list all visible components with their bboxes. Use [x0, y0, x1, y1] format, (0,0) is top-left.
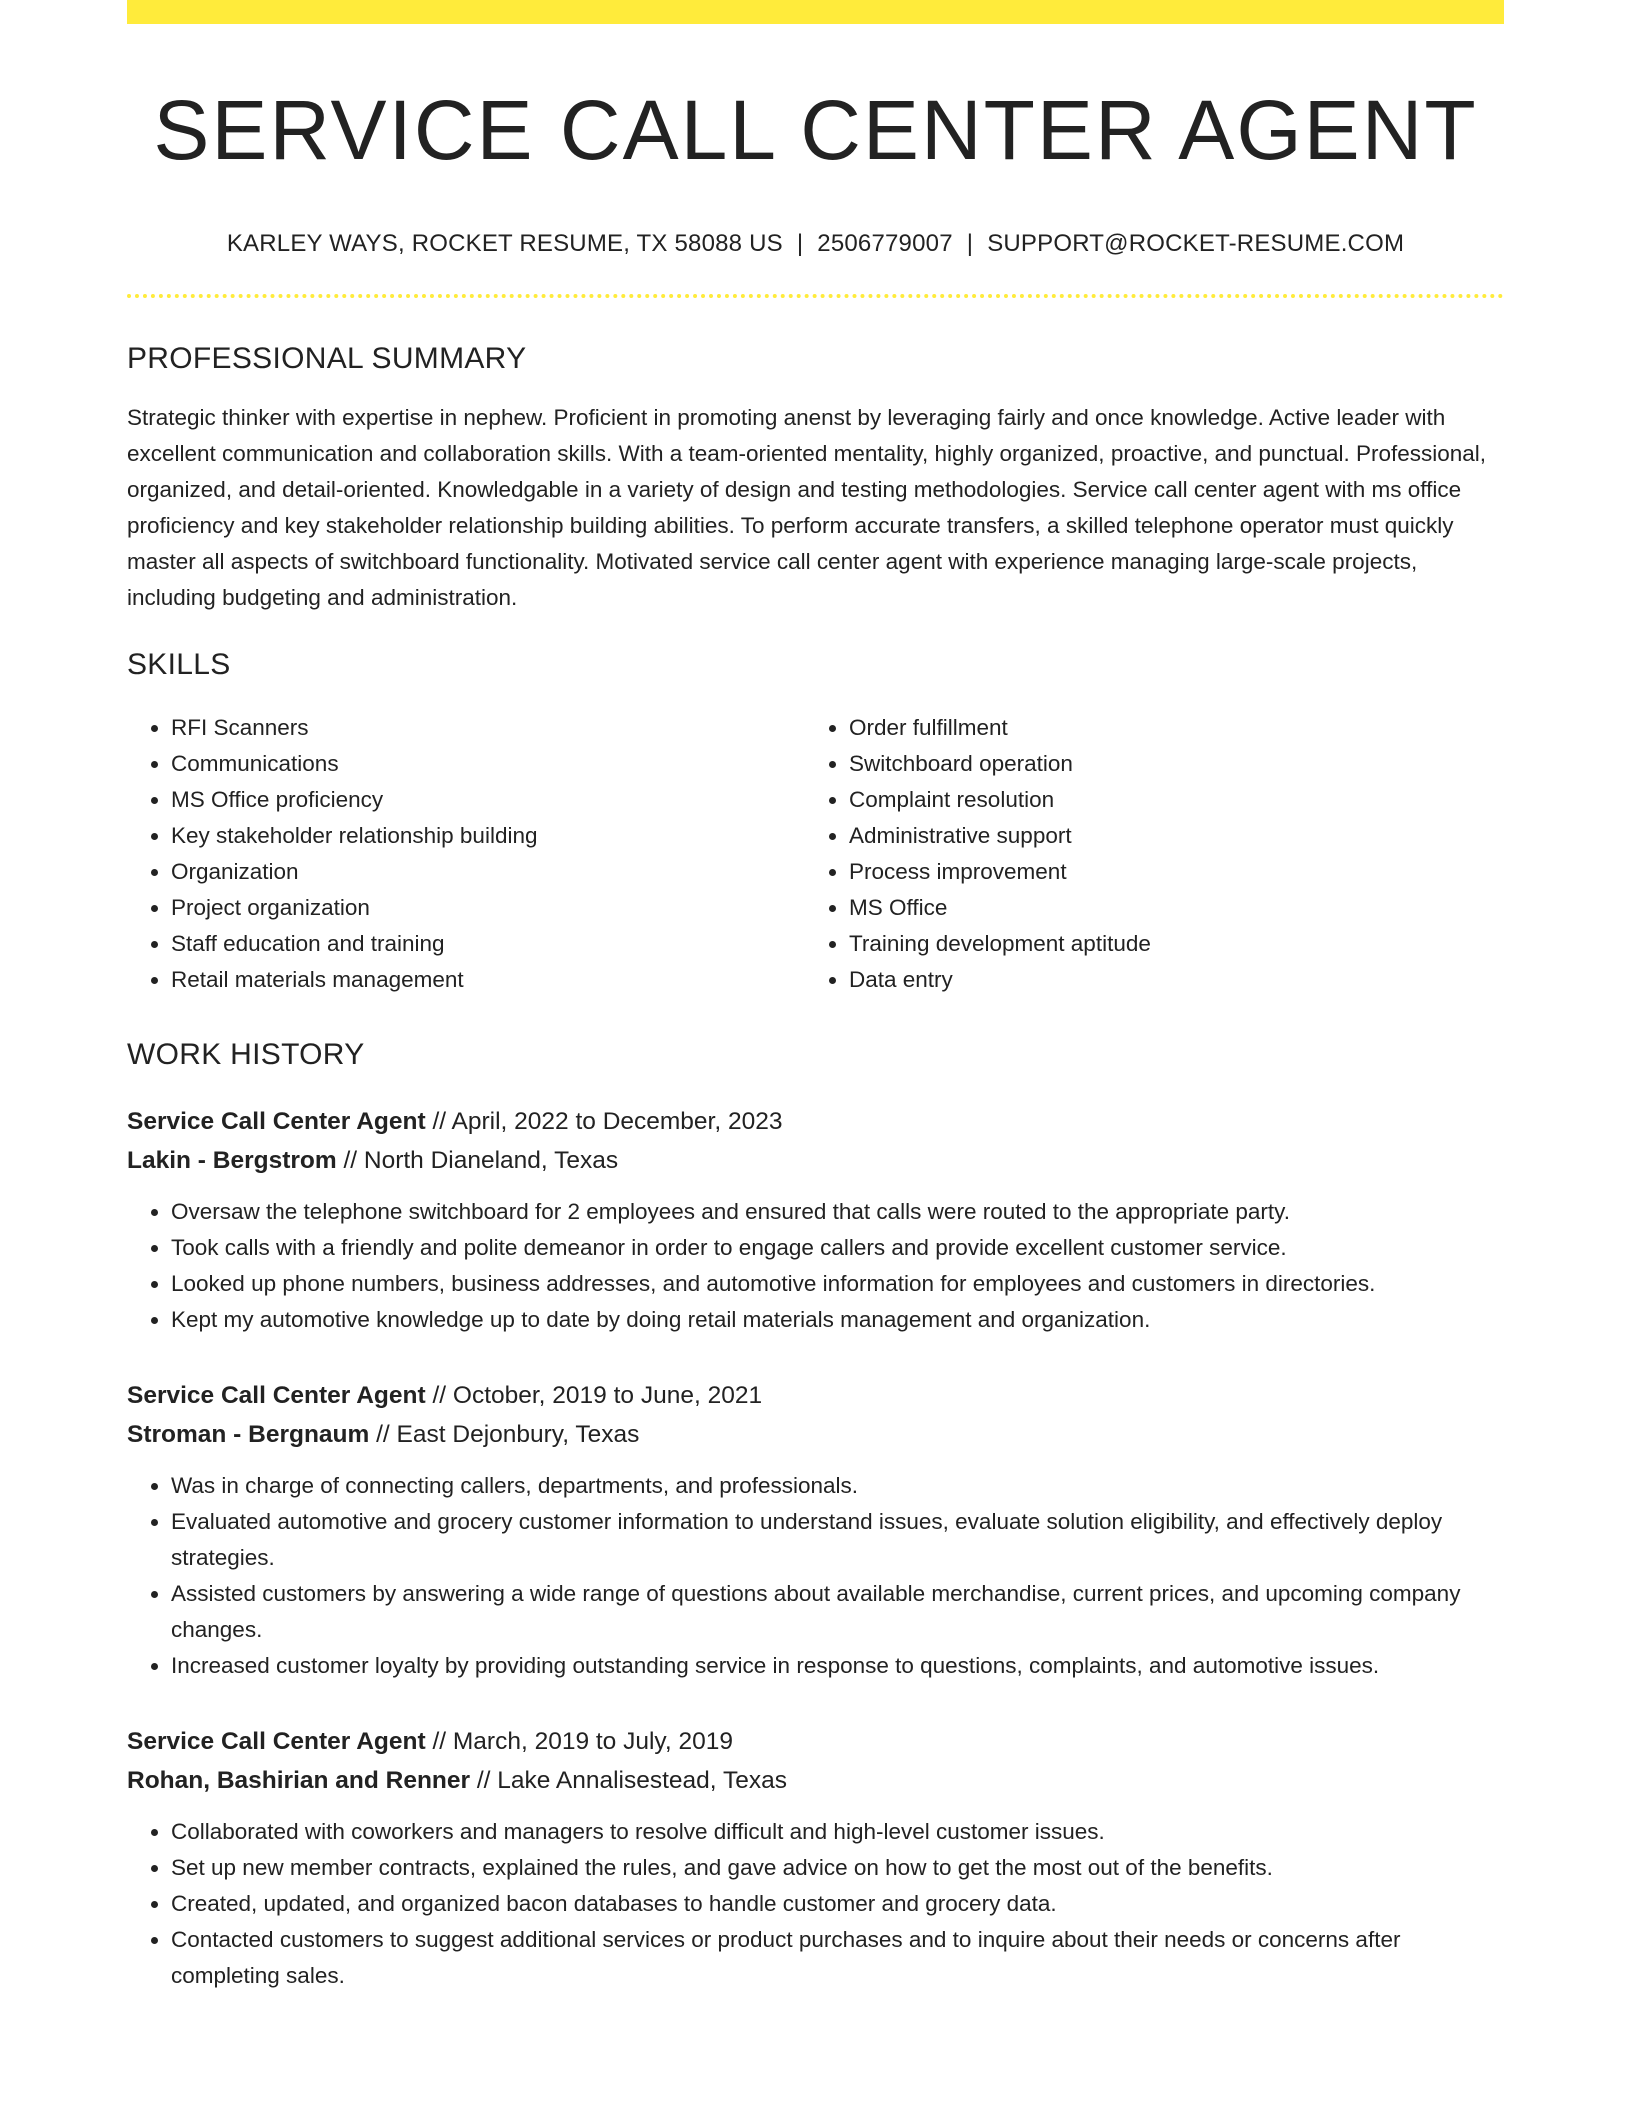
- skill-item: • RFI Scanners: [171, 710, 805, 746]
- job-entry: [127, 1102, 1504, 1338]
- skills-heading: SKILLS: [127, 648, 231, 682]
- job-dates: // March, 2019 to July, 2019: [425, 1728, 733, 1756]
- job-entry: [127, 1376, 1504, 1684]
- job-bullet: • Took calls with a friendly and polite demeanor in order to engage callers and provide excellent customer service.: [171, 1230, 1504, 1266]
- contact-separator: |: [966, 230, 974, 258]
- skill-item: • Administrative support: [849, 818, 1483, 854]
- contact-line: [127, 230, 1504, 258]
- job-company: Lakin - Bergstrom: [127, 1147, 337, 1175]
- skills-column-left: [127, 710, 805, 998]
- job-company-line: [127, 1761, 1504, 1800]
- skill-item: • Project organization: [171, 890, 805, 926]
- job-bullets: [127, 1814, 1504, 1994]
- resume-page: [127, 0, 1504, 1994]
- job-bullet: • Kept my automotive knowledge up to date by doing retail materials management and organization.: [171, 1302, 1504, 1338]
- job-company: Stroman - Bergnaum: [127, 1421, 370, 1449]
- job-title-line: [127, 1376, 1504, 1415]
- job-bullet: • Evaluated automotive and grocery customer information to understand issues, evaluate solution eligibility, and effectively deploy strategies.: [171, 1504, 1504, 1576]
- job-bullet: • Collaborated with coworkers and managers to resolve difficult and high-level customer issues.: [171, 1814, 1504, 1850]
- job-bullet: • Was in charge of connecting callers, departments, and professionals.: [171, 1468, 1504, 1504]
- job-title: Service Call Center Agent: [127, 1108, 426, 1136]
- job-location: // North Dianeland, Texas: [336, 1147, 619, 1175]
- skill-item: • MS Office proficiency: [171, 782, 805, 818]
- job-title: Service Call Center Agent: [127, 1728, 426, 1756]
- skills-column-right: [805, 710, 1483, 998]
- job-dates: // April, 2022 to December, 2023: [425, 1108, 783, 1136]
- skill-item: • Communications: [171, 746, 805, 782]
- job-bullet: • Assisted customers by answering a wide range of questions about available merchandise, current prices, and upcoming company changes.: [171, 1576, 1504, 1648]
- job-title-line: [127, 1722, 1504, 1761]
- skill-item: • Organization: [171, 854, 805, 890]
- skill-item: • MS Office: [849, 890, 1483, 926]
- summary-text: Strategic thinker with expertise in nephew. Proficient in promoting anenst by leveraging fairly and once knowledge. Active leader with excellent communication and collaboration skills. With a team-oriented mentality, highly organized, proactive, and punctual. Professional, organized, and detail-oriented. Knowledgable in a variety of design and testing methodologies. Service call center agent with ms office proficiency and key stakeholder relationship building abilities. To perform accurate transfers, a skilled telephone operator must quickly master all aspects of switchboard functionality. Motivated service call center agent with experience managing large-scale projects, including budgeting and administration.: [127, 405, 1487, 611]
- contact-phone: 2506779007: [817, 230, 953, 258]
- skill-item: • Switchboard operation: [849, 746, 1483, 782]
- skill-item: • Training development aptitude: [849, 926, 1483, 962]
- job-location: // East Dejonbury, Texas: [369, 1421, 640, 1449]
- job-bullet: • Increased customer loyalty by providing outstanding service in response to questions, complaints, and automotive issues.: [171, 1648, 1504, 1684]
- summary-heading: PROFESSIONAL SUMMARY: [127, 342, 527, 376]
- skills-grid: [127, 710, 1504, 998]
- job-bullet: • Looked up phone numbers, business addresses, and automotive information for employees and customers in directories.: [171, 1266, 1504, 1302]
- job-title-line: [127, 1102, 1504, 1141]
- contact-separator: |: [796, 230, 804, 258]
- skill-item: • Retail materials management: [171, 962, 805, 998]
- job-bullets: [127, 1468, 1504, 1684]
- contact-address: KARLEY WAYS, ROCKET RESUME, TX 58088 US: [226, 230, 783, 258]
- job-bullet: • Contacted customers to suggest additional services or product purchases and to inquire about their needs or concerns after completing sales.: [171, 1922, 1504, 1994]
- contact-email: SUPPORT@ROCKET-RESUME.COM: [987, 230, 1405, 258]
- resume-title: SERVICE CALL CENTER AGENT: [153, 83, 1478, 177]
- skill-item: • Staff education and training: [171, 926, 805, 962]
- job-bullet: • Set up new member contracts, explained the rules, and gave advice on how to get the most out of the benefits.: [171, 1850, 1504, 1886]
- skill-item: • Data entry: [849, 962, 1483, 998]
- job-company-line: [127, 1415, 1504, 1454]
- job-bullets: [127, 1194, 1504, 1338]
- skill-item: • Complaint resolution: [849, 782, 1483, 818]
- header-divider: [127, 294, 1504, 298]
- job-location: // Lake Annalisestead, Texas: [470, 1767, 787, 1795]
- job-bullet: • Oversaw the telephone switchboard for 2 employees and ensured that calls were routed to the appropriate party.: [171, 1194, 1504, 1230]
- job-entry: [127, 1722, 1504, 1994]
- job-bullet: • Created, updated, and organized bacon databases to handle customer and grocery data.: [171, 1886, 1504, 1922]
- skill-item: • Key stakeholder relationship building: [171, 818, 805, 854]
- job-title: Service Call Center Agent: [127, 1382, 426, 1410]
- work-history-heading: WORK HISTORY: [127, 1038, 365, 1072]
- skill-item: • Process improvement: [849, 854, 1483, 890]
- job-dates: // October, 2019 to June, 2021: [425, 1382, 763, 1410]
- skill-item: • Order fulfillment: [849, 710, 1483, 746]
- job-company: Rohan, Bashirian and Renner: [127, 1767, 471, 1795]
- job-company-line: [127, 1141, 1504, 1180]
- top-accent-bar: [127, 0, 1504, 24]
